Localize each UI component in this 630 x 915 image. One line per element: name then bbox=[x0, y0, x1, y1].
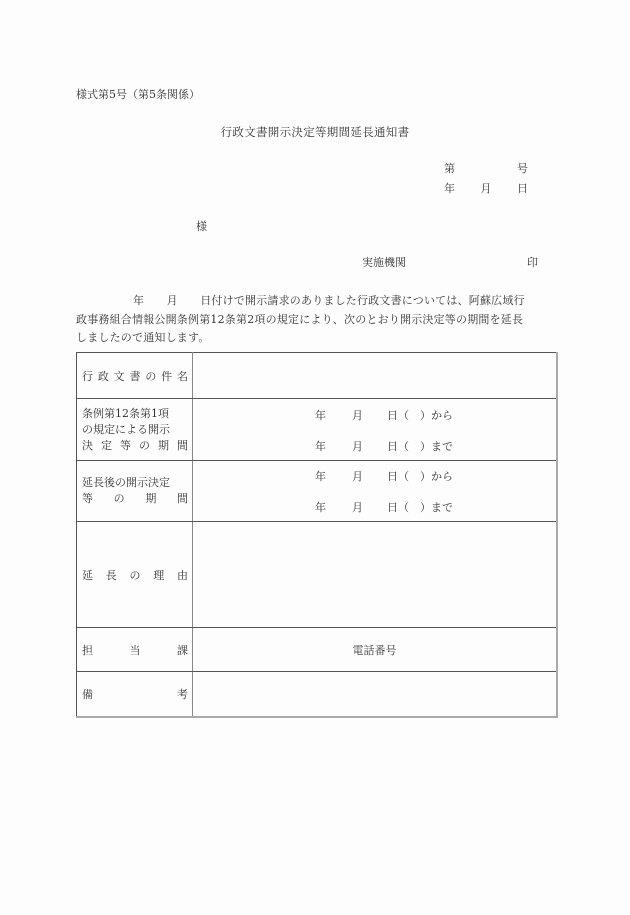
value-original-period[interactable] bbox=[193, 399, 558, 461]
value-document-name[interactable] bbox=[193, 353, 558, 399]
label-department: 担 当 課 bbox=[77, 628, 193, 672]
extended-period-from: 年 月 日（ ）から bbox=[315, 470, 453, 483]
number-suffix: 号 bbox=[517, 162, 528, 175]
value-extension-reason[interactable] bbox=[193, 522, 558, 628]
original-period-to: 年 月 日（ ）まで bbox=[315, 440, 453, 453]
value-remarks[interactable] bbox=[193, 672, 558, 718]
phone-number-label: 電話番号 bbox=[352, 643, 397, 657]
agency-label: 実施機関 bbox=[362, 256, 406, 269]
value-extended-period[interactable] bbox=[193, 461, 558, 522]
notice-line-3: しましたので通知します。 bbox=[76, 331, 210, 344]
number-prefix: 第 bbox=[444, 162, 455, 175]
row-original-period bbox=[77, 399, 558, 461]
date-year: 年 bbox=[444, 182, 455, 195]
document-number-line bbox=[444, 160, 528, 176]
extended-period-to: 年 月 日（ ）まで bbox=[315, 501, 453, 514]
form-number: 様式第5号（第5条関係） bbox=[76, 88, 200, 101]
row-extended-period bbox=[77, 461, 558, 522]
notice-line-1: 年 月 日付けで開示請求のありました行政文書については、阿蘇広域行 bbox=[133, 294, 525, 307]
row-remarks bbox=[77, 672, 558, 718]
notice-line-2: 政事務組合情報公開条例第12条第2項の規定により、次のとおり開示決定等の期間を延長 bbox=[76, 312, 524, 326]
label-extension-reason: 延 長 の 理 由 bbox=[77, 522, 193, 628]
label-document-name: 行 政 文 書 の 件 名 bbox=[77, 353, 193, 399]
date-day: 日 bbox=[517, 182, 528, 195]
label-remarks: 備 考 bbox=[77, 672, 193, 718]
addressee-suffix: 様 bbox=[196, 220, 207, 233]
document-title: 行政文書開示決定等期間延長通知書 bbox=[220, 125, 410, 139]
label-original-period: 条例第12条第1項 の規定による開示 決 定 等 の 期 間 bbox=[77, 399, 193, 461]
row-document-name bbox=[77, 353, 558, 399]
value-department[interactable] bbox=[193, 628, 558, 672]
notice-body bbox=[76, 292, 558, 348]
issue-date-line bbox=[444, 180, 528, 196]
label-extended-period: 延長後の開示決定 等 の 期 間 bbox=[77, 461, 193, 522]
notice-table bbox=[76, 352, 558, 718]
row-extension-reason bbox=[77, 522, 558, 628]
original-period-from: 年 月 日（ ）から bbox=[315, 409, 453, 422]
seal-label: 印 bbox=[527, 256, 538, 269]
date-month: 月 bbox=[480, 182, 492, 195]
row-department bbox=[77, 628, 558, 672]
